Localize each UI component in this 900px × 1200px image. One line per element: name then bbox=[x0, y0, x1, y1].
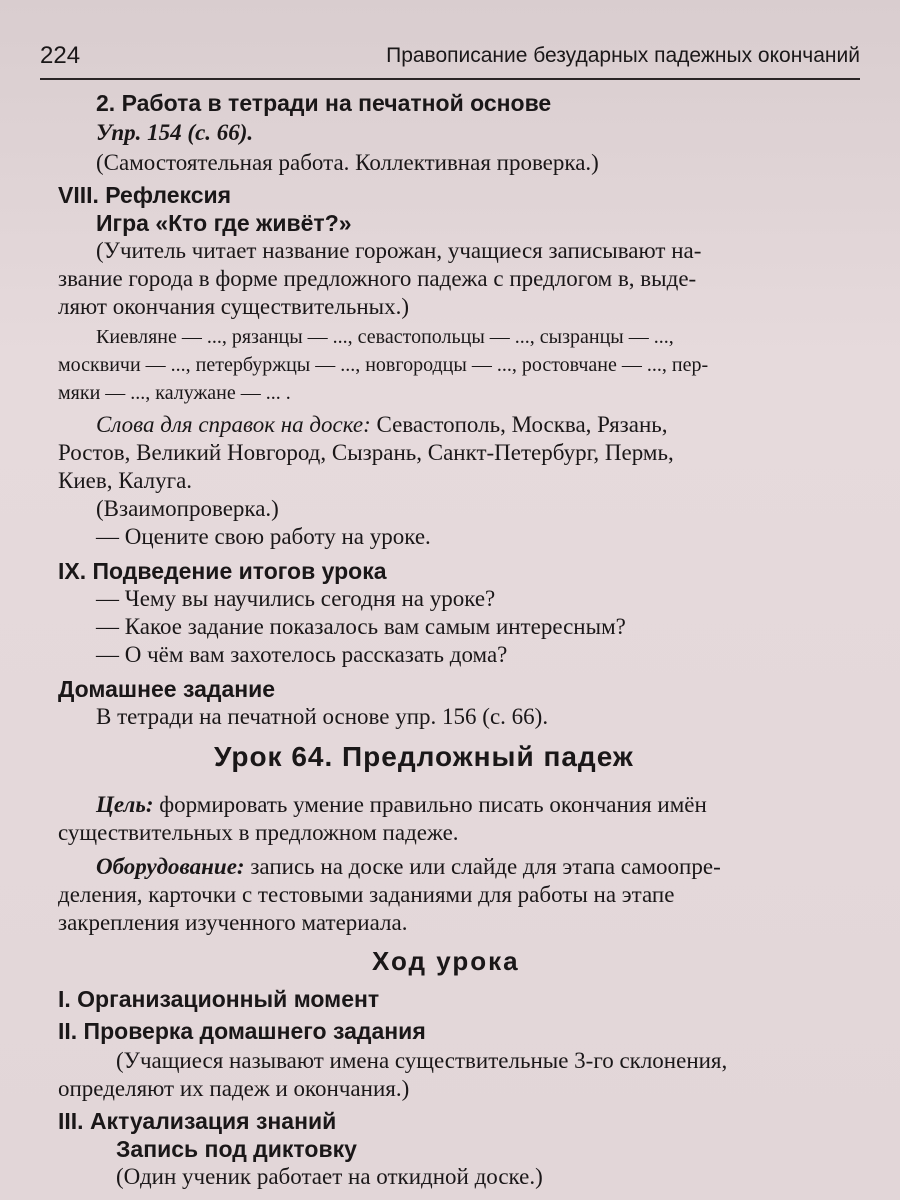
question-line: — Какое задание показалось вам самым интересным? bbox=[96, 614, 626, 639]
page-number: 224 bbox=[40, 42, 81, 69]
running-title: Правописание безударных падежных окончаний bbox=[386, 44, 860, 67]
small-text-line: мяки — ..., калужане — ... . bbox=[58, 382, 291, 404]
course-heading: Ход урока bbox=[372, 946, 520, 976]
paragraph-line: определяют их падеж и окончания.) bbox=[58, 1076, 410, 1101]
paragraph-line: (Учащиеся называют имена существительные 3-го склонения, bbox=[116, 1048, 728, 1073]
subheading-dictation: Запись под диктовку bbox=[116, 1136, 357, 1162]
italic-label: Слова для справок на доске: bbox=[96, 412, 371, 437]
paragraph-line: (Учитель читает название горожан, учащиеся записывают на- bbox=[96, 238, 702, 263]
heading-reflection: VIII. Рефлексия bbox=[58, 182, 232, 208]
paragraph-line bbox=[96, 852, 721, 882]
paragraph-line: — Оцените свою работу на уроке. bbox=[96, 524, 431, 549]
paragraph-line: звание города в форме предложного падежа с предлогом в, выде- bbox=[58, 266, 697, 291]
small-text-line: Киевляне — ..., рязанцы — ..., севастопольцы — ..., сызранцы — ..., bbox=[96, 326, 674, 348]
paragraph-line: (Один ученик работает на откидной доске.) bbox=[116, 1164, 543, 1189]
page-header bbox=[40, 40, 860, 80]
exercise-ref: Упр. 154 (с. 66). bbox=[96, 120, 254, 145]
paragraph-line bbox=[96, 790, 707, 820]
paragraph-line: (Самостоятельная работа. Коллективная проверка.) bbox=[96, 150, 599, 175]
question-line: — О чём вам захотелось рассказать дома? bbox=[96, 642, 508, 667]
inline-text: Севастополь, Москва, Рязань, bbox=[376, 412, 668, 437]
bold-italic-label: Цель: bbox=[96, 792, 154, 817]
small-text-line: москвичи — ..., петербуржцы — ..., новгородцы — ..., ростовчане — ..., пер- bbox=[58, 354, 709, 376]
heading-homework: Домашнее задание bbox=[58, 676, 276, 702]
paragraph-line: деления, карточки с тестовыми заданиями для работы на этапе bbox=[58, 882, 675, 907]
paragraph-line: закрепления изученного материала. bbox=[58, 910, 408, 935]
section-workbook: 2. Работа в тетради на печатной основе bbox=[96, 90, 552, 116]
paragraph-line: В тетради на печатной основе упр. 156 (с. 66). bbox=[96, 704, 549, 729]
bold-italic-label: Оборудование: bbox=[96, 854, 245, 879]
subheading-game: Игра «Кто где живёт?» bbox=[96, 210, 352, 236]
paragraph-line: ляют окончания существительных.) bbox=[58, 294, 409, 319]
heading-org: I. Организационный момент bbox=[58, 986, 380, 1012]
heading-actualization: III. Актуализация знаний bbox=[58, 1108, 337, 1134]
question-line: — Чему вы научились сегодня на уроке? bbox=[96, 586, 496, 611]
inline-text: формировать умение правильно писать окончания имён bbox=[159, 792, 707, 817]
paragraph-line: Ростов, Великий Новгород, Сызрань, Санкт-Петербург, Пермь, bbox=[58, 440, 674, 465]
paragraph-line: (Взаимопроверка.) bbox=[96, 496, 279, 521]
heading-summary: IX. Подведение итогов урока bbox=[58, 558, 387, 584]
inline-text: запись на доске или слайде для этапа самоопре- bbox=[250, 854, 721, 879]
paragraph-line: существительных в предложном падеже. bbox=[58, 820, 459, 845]
heading-check: II. Проверка домашнего задания bbox=[58, 1018, 426, 1044]
paragraph-line: Киев, Калуга. bbox=[58, 468, 193, 493]
paragraph-line bbox=[96, 410, 668, 440]
lesson-title: Урок 64. Предложный падеж bbox=[214, 741, 634, 772]
